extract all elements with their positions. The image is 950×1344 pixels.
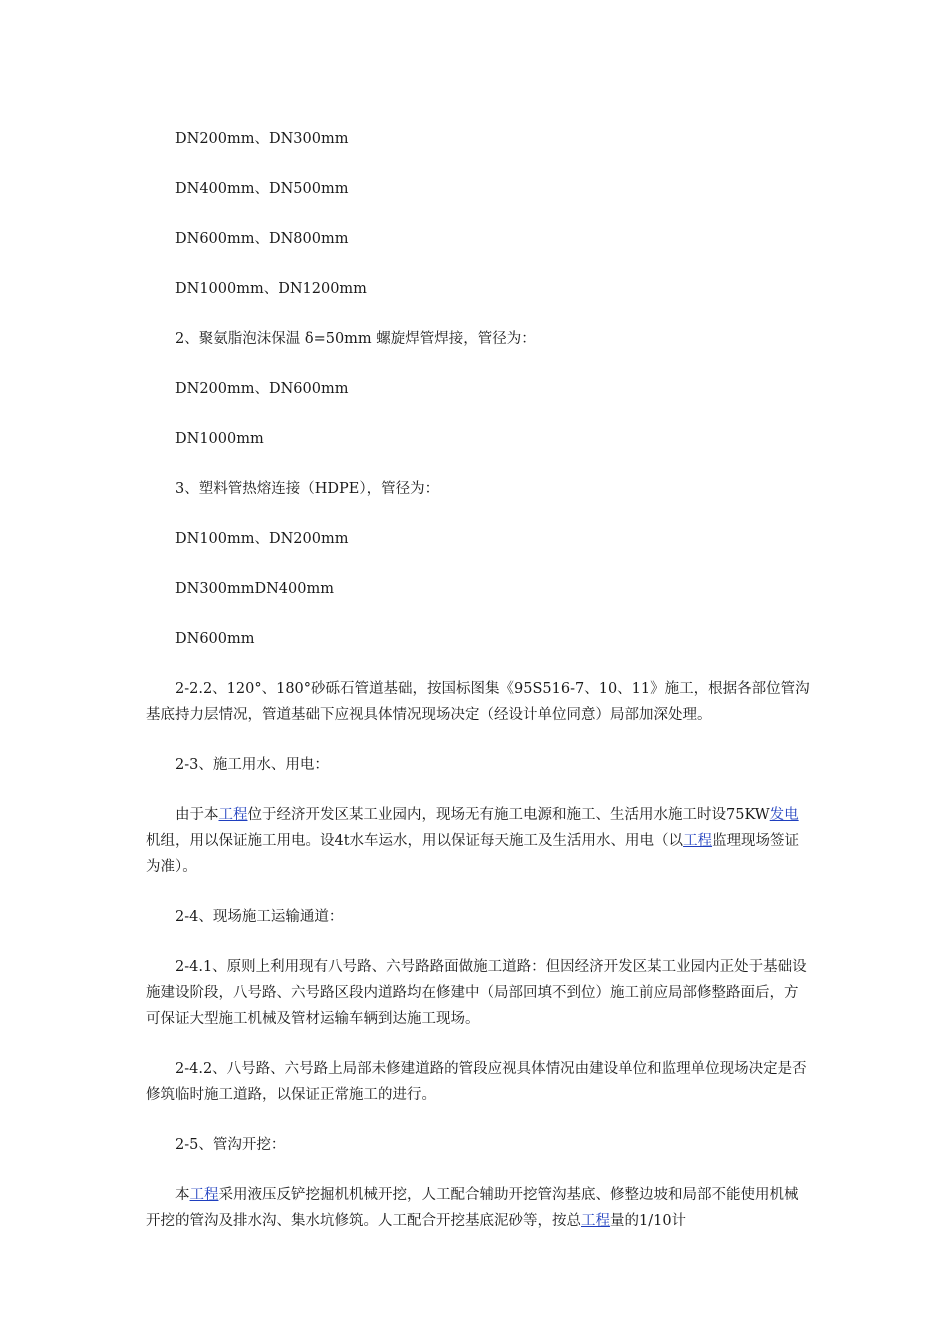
text-run: 位于经济开发区某工业园内，现场无有施工电源和施工、生活用水施工时设75KW (247, 807, 770, 823)
trench-paragraph (146, 1182, 810, 1234)
pipe-spec-line: DN300mmDN400mm (175, 581, 334, 597)
road-paragraph: 2-4.2、八号路、六号路上局部未修建道路的管段应视具体情况由建设单位和监理单位现场决定是否修筑临时施工道路，以保证正常施工的进行。 (146, 1061, 807, 1103)
pipe-spec-line: DN600mm、DN800mm (175, 231, 349, 247)
road-paragraph: 2-4.1、原则上利用现有八号路、六号路路面做施工道路：但因经济开发区某工业园内正处于基础设施建设阶段，八号路、六号路区段内道路均在修建中（局部回填不到位）施工前应局部修整路面后，方可保证大型施工机械及管材运输车辆到达施工现场。 (146, 959, 807, 1027)
section-heading: 2-3、施工用水、用电： (175, 757, 329, 773)
foundation-paragraph: 2-2.2、120°、180°砂砾石管道基础，按国标图集《95S516-7、10、11》施工，根据各部位管沟基底持力层情况，管道基础下应视具体情况现场决定（经设计单位同意）局部加深处理。 (146, 681, 810, 723)
link-engineering[interactable]: 工程 (581, 1213, 610, 1229)
text-run: 机组，用以保证施工用电。设4t水车运水，用以保证每天施工及生活用水、用电（以 (146, 833, 684, 849)
link-engineering[interactable]: 工程 (683, 833, 713, 849)
pipe-spec-line: DN200mm、DN600mm (175, 381, 349, 397)
document-page (146, 126, 810, 1258)
link-engineering[interactable]: 工程 (218, 807, 248, 823)
section-heading: 2-4、现场施工运输通道： (175, 909, 344, 925)
link-power-generation[interactable]: 发电 (769, 807, 799, 823)
link-engineering[interactable]: 工程 (189, 1187, 219, 1203)
text-run: 由于本 (175, 807, 219, 823)
text-run: 量的1/10计 (610, 1213, 687, 1229)
section-heading: 2-5、管沟开挖： (175, 1137, 286, 1153)
water-power-paragraph (146, 802, 810, 880)
pipe-spec-line: DN1000mm (175, 431, 264, 447)
pipe-spec-line: DN200mm、DN300mm (175, 131, 349, 147)
text-run: 本 (175, 1187, 190, 1203)
section-heading: 3、塑料管热熔连接（HDPE），管径为： (175, 481, 440, 497)
pipe-spec-line: DN1000mm、DN1200mm (175, 281, 367, 297)
pipe-spec-line: DN400mm、DN500mm (175, 181, 349, 197)
pipe-spec-line: DN600mm (175, 631, 255, 647)
pipe-spec-line: DN100mm、DN200mm (175, 531, 349, 547)
section-heading: 2、聚氨脂泡沫保温 δ=50mm 螺旋焊管焊接，管径为： (175, 331, 536, 347)
text-run: 监理现场签证为准）。 (146, 833, 800, 875)
text-run: 采用液压反铲挖掘机机械开挖，人工配合辅助开挖管沟基底、修整边坡和局部不能使用机械开挖的管沟及排水沟、集水坑修筑。人工配合开挖基底泥砂等，按总 (146, 1187, 799, 1229)
